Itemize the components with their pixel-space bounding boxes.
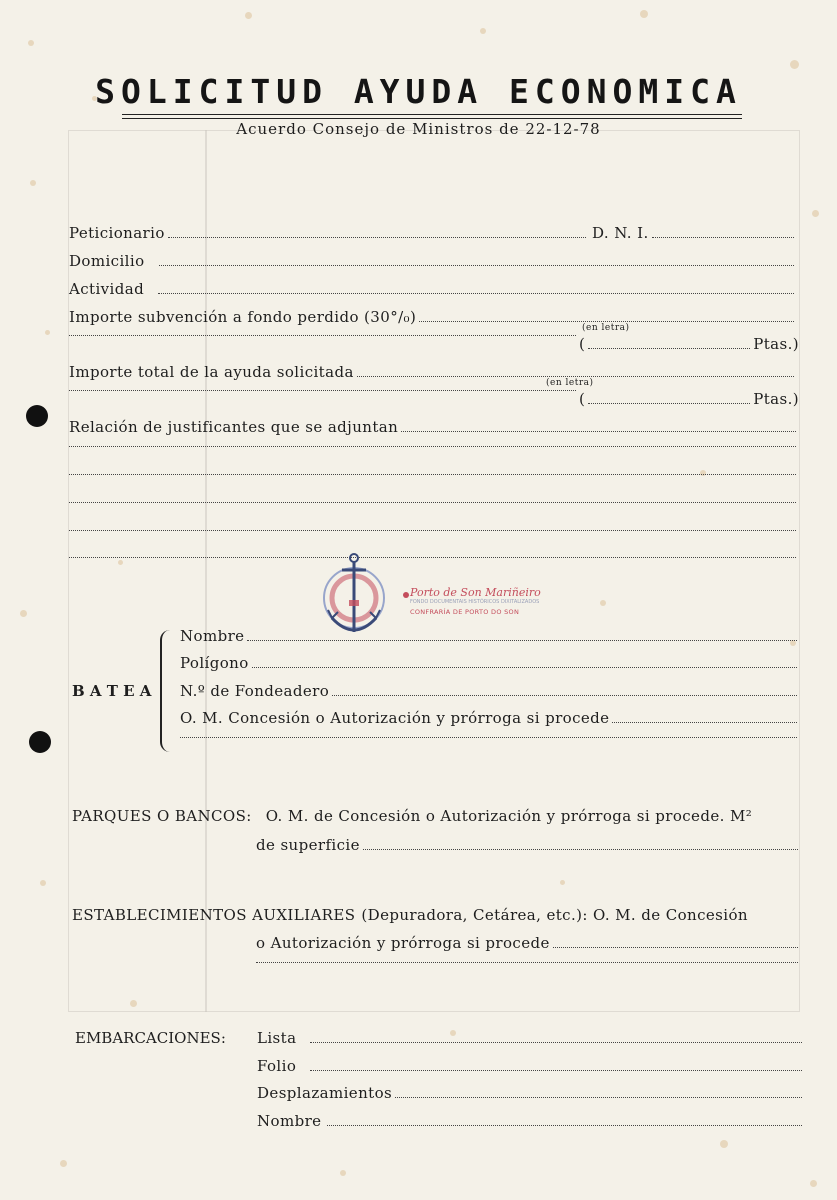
subvencion-letra-field[interactable] xyxy=(69,335,576,336)
batea-fondeadero-field[interactable] xyxy=(332,695,797,696)
stamp-org: CONFRARÍA DE PORTO DO SON xyxy=(410,608,520,616)
paper-stain xyxy=(810,1180,817,1187)
blank-line[interactable] xyxy=(69,474,799,479)
dni-line[interactable] xyxy=(592,224,797,242)
blank-line[interactable] xyxy=(69,446,799,451)
embarcaciones-desplazamientos-line[interactable] xyxy=(257,1084,805,1102)
batea-fondeadero-line[interactable] xyxy=(180,682,800,700)
embarcacion-nombre-label: Nombre xyxy=(257,1112,322,1130)
desplazamientos-label: Desplazamientos xyxy=(257,1084,393,1102)
parques-text: O. M. de Concesión o Autorización y prórroga si procede. M² xyxy=(265,807,753,825)
subvencion-ptas-line[interactable] xyxy=(579,335,799,353)
stamp-sub: FONDO DOCUMENTAIS HISTÓRICOS DIXITALIZADOS xyxy=(410,599,540,605)
embarcacion-nombre-field[interactable] xyxy=(327,1125,802,1126)
establecimientos-line2-label: o Autorización y prórroga si procede xyxy=(256,934,550,952)
en-letra-note: (en letra) xyxy=(546,378,594,388)
subvencion-field[interactable] xyxy=(419,321,794,322)
establecimientos-line2[interactable] xyxy=(256,934,801,952)
domicilio-field[interactable] xyxy=(159,265,794,266)
subvencion-letra-line[interactable] xyxy=(69,335,579,340)
subvencion-label: Importe subvención a fondo perdido (30°/₀) xyxy=(69,308,417,326)
paper-stain xyxy=(720,1140,728,1148)
importe-total-label: Importe total de la ayuda solicitada xyxy=(69,363,354,381)
total-ptas-field[interactable] xyxy=(588,403,750,404)
embarcaciones-folio-line[interactable] xyxy=(257,1057,805,1075)
batea-fondeadero-label: N.º de Fondeadero xyxy=(180,682,330,700)
establecimientos-text: (Depuradora, Cetárea, etc.): O. M. de Concesión xyxy=(361,906,748,924)
desplazamientos-field[interactable] xyxy=(395,1097,802,1098)
batea-concesion-label: O. M. Concesión o Autorización y prórroga si procede xyxy=(180,709,610,727)
ptas-label: Ptas.) xyxy=(753,335,799,353)
paper-stain xyxy=(45,330,50,335)
batea-concesion-field[interactable] xyxy=(612,722,797,723)
folio-label: Folio xyxy=(257,1057,297,1075)
establecimientos-label: ESTABLECIMIENTOS AUXILIARES xyxy=(72,906,356,924)
batea-brace xyxy=(160,630,174,752)
punch-hole xyxy=(26,405,48,427)
subvencion-ptas-field[interactable] xyxy=(588,348,750,349)
batea-poligono-field[interactable] xyxy=(252,667,797,668)
paper-stain xyxy=(790,60,799,69)
parques-label: PARQUES O BANCOS: xyxy=(72,807,252,825)
establecimientos-field[interactable] xyxy=(553,947,798,948)
parques-line xyxy=(72,807,812,825)
actividad-line[interactable] xyxy=(69,280,797,298)
lista-field[interactable] xyxy=(310,1042,802,1043)
blank-line[interactable] xyxy=(69,530,799,535)
establecimientos-line xyxy=(72,906,832,924)
relacion-field[interactable] xyxy=(401,431,796,432)
paper-stain xyxy=(60,1160,67,1167)
relacion-line[interactable] xyxy=(69,418,799,436)
blank-line[interactable] xyxy=(256,962,801,967)
lista-label: Lista xyxy=(257,1029,297,1047)
ptas-label: Ptas.) xyxy=(753,390,799,408)
relacion-label: Relación de justificantes que se adjuntan xyxy=(69,418,399,436)
embarcaciones-nombre-line[interactable] xyxy=(257,1112,805,1130)
embarcaciones-lista-line[interactable] xyxy=(257,1029,805,1047)
blank-line[interactable] xyxy=(180,737,800,742)
folio-field[interactable] xyxy=(310,1070,802,1071)
importe-total-field[interactable] xyxy=(357,376,794,377)
paper-stain xyxy=(340,1170,346,1176)
parques-superficie-field[interactable] xyxy=(363,849,798,850)
paper-stain xyxy=(640,10,648,18)
en-letra-note: (en letra) xyxy=(582,323,630,333)
total-ptas-line[interactable] xyxy=(579,390,799,408)
parques-superficie-line[interactable] xyxy=(256,836,801,854)
domicilio-label: Domicilio xyxy=(69,252,145,270)
blank-line[interactable] xyxy=(69,502,799,507)
paper-stain xyxy=(480,28,486,34)
peticionario-field[interactable] xyxy=(168,237,586,238)
punch-hole xyxy=(29,731,51,753)
batea-poligono-line[interactable] xyxy=(180,654,800,672)
peticionario-label: Peticionario xyxy=(69,224,165,242)
paper-stain xyxy=(245,12,252,19)
domicilio-line[interactable] xyxy=(69,252,797,270)
batea-poligono-label: Polígono xyxy=(180,654,249,672)
actividad-label: Actividad xyxy=(69,280,145,298)
dni-label: D. N. I. xyxy=(592,224,649,242)
total-letra-field[interactable] xyxy=(69,390,576,391)
batea-label: B A T E A xyxy=(72,682,152,700)
actividad-field[interactable] xyxy=(158,293,794,294)
paper-stain xyxy=(28,40,34,46)
title-rule xyxy=(122,114,742,115)
batea-nombre-label: Nombre xyxy=(180,627,245,645)
form-subtitle: Acuerdo Consejo de Ministros de 22-12-78 xyxy=(236,120,601,138)
batea-concesion-line[interactable] xyxy=(180,709,800,727)
paper-stain xyxy=(20,610,27,617)
batea-nombre-line[interactable] xyxy=(180,627,800,645)
subvencion-line[interactable] xyxy=(69,308,797,326)
paren-open: ( xyxy=(579,335,586,353)
peticionario-line[interactable] xyxy=(69,224,589,242)
stamp-name: Porto de Son Mariñeiro xyxy=(410,586,541,599)
importe-total-line[interactable] xyxy=(69,363,797,381)
paper-stain xyxy=(30,180,36,186)
total-letra-line[interactable] xyxy=(69,390,579,395)
paper-stain xyxy=(40,880,46,886)
paper-stain xyxy=(812,210,819,217)
embarcaciones-label: EMBARCACIONES: xyxy=(75,1029,226,1047)
title-rule xyxy=(122,118,742,119)
parques-superficie-label: de superficie xyxy=(256,836,360,854)
form-title: SOLICITUD AYUDA ECONOMICA xyxy=(95,72,742,111)
paren-open: ( xyxy=(579,390,586,408)
dni-field[interactable] xyxy=(652,237,794,238)
batea-nombre-field[interactable] xyxy=(247,640,797,641)
